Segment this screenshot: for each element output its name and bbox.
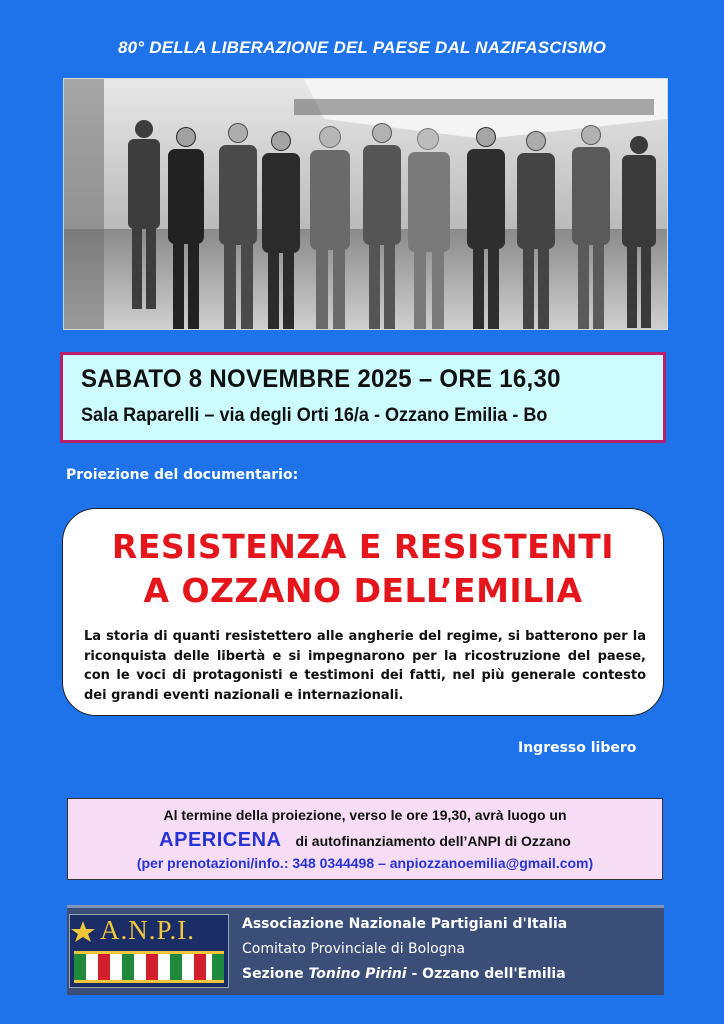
org-committee: Comitato Provinciale di Bologna — [242, 941, 466, 957]
org-section-prefix: Sezione — [242, 966, 304, 982]
apericena-word: APERICENA — [159, 829, 282, 851]
org-section-suffix: - Ozzano dell'Emilia — [406, 966, 566, 982]
apericena-line1: Al termine della proiezione, verso le ore 19,30, avrà luogo un — [163, 807, 567, 823]
apericena-contact: (per prenotazioni/info.: 348 0344498 – anpiozzanoemilia@gmail.com) — [136, 855, 594, 871]
documentary-box — [62, 508, 664, 716]
apericena-box — [67, 798, 663, 880]
partisans-photo — [63, 78, 668, 330]
event-date-box — [60, 352, 666, 443]
entry-note: Ingresso libero — [518, 740, 637, 756]
documentary-title-line2: A OZZANO DELL’EMILIA — [143, 571, 583, 610]
documentary-title-line1: RESISTENZA E RESISTENTI — [111, 527, 615, 566]
apericena-line2 — [68, 829, 662, 852]
intro-text: Proiezione del documentario: — [66, 467, 299, 483]
org-section-name: Tonino Pirini — [308, 966, 407, 982]
event-date-time: SABATO 8 NOVEMBRE 2025 – ORE 16,30 — [81, 365, 561, 393]
anpi-footer — [67, 905, 664, 995]
anpi-logo — [69, 914, 229, 988]
header-title: 80° DELLA LIBERAZIONE DEL PAESE DAL NAZIFASCISMO — [117, 38, 607, 57]
documentary-description: La storia di quanti resistettero alle angherie del regime, si batterono per la riconquista delle libertà e si impegnarono per la ricostruzione del paese, con le voci di protagonisti e testimoni dei fatti, nel più generale contesto dei grandi eventi nazionali e internazionali. — [84, 629, 646, 703]
org-section — [242, 966, 566, 982]
anpi-logo-text: A.N.P.I. — [100, 915, 196, 945]
event-venue: Sala Raparelli – via degli Orti 16/a - Ozzano Emilia - Bo — [81, 405, 548, 426]
org-name: Associazione Nazionale Partigiani d'Italia — [242, 916, 568, 932]
apericena-line2-rest: di autofinanziamento dell’ANPI di Ozzano — [295, 833, 571, 849]
